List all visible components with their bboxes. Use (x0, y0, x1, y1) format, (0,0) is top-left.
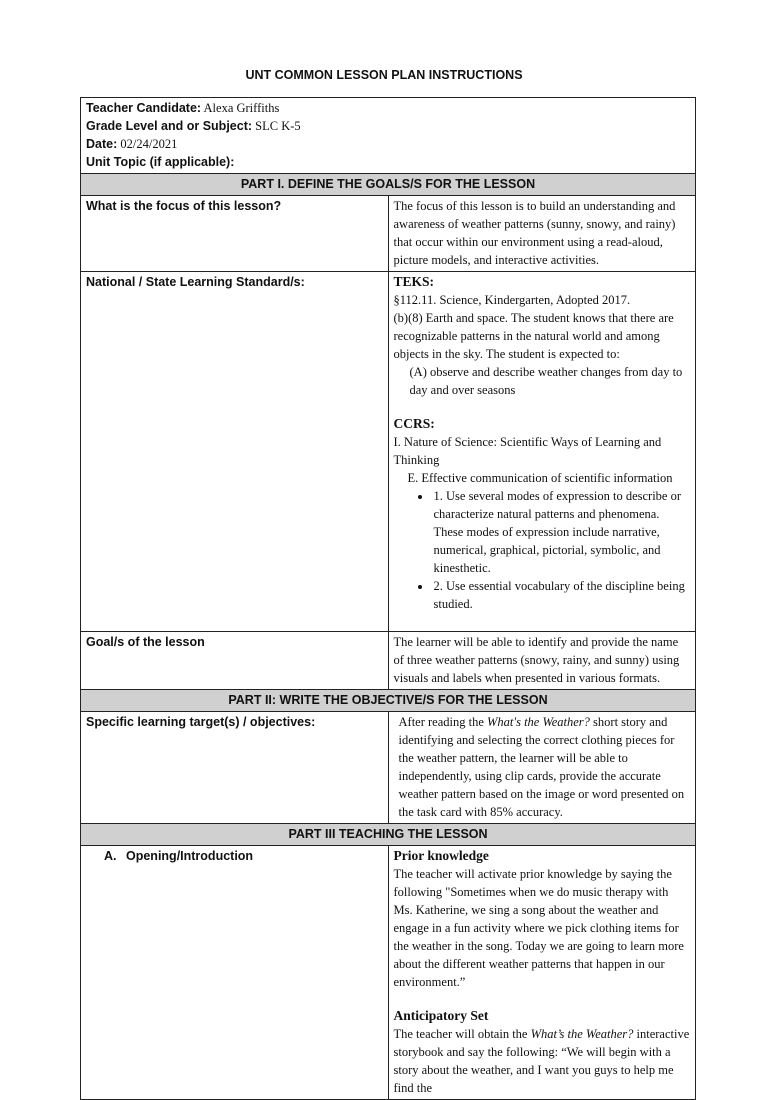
teks-line-3: (A) observe and describe weather changes from day to day and over seasons (409, 365, 683, 397)
opening-label-cell (81, 846, 389, 1100)
part3-heading-row (81, 824, 696, 846)
date-line (86, 135, 690, 153)
anticipatory-set-text (394, 1025, 691, 1097)
topic-label: Unit Topic (if applicable): (86, 155, 235, 169)
header-row (81, 98, 696, 174)
ccrs-bullet-2: • 2. Use essential vocabulary of the discipline being studied. (432, 577, 691, 613)
ccrs-heading: CCRS: (393, 416, 435, 431)
spacer (394, 399, 691, 415)
anticipatory-book-title: What’s the Weather? (530, 1027, 634, 1041)
grade-label: Grade Level and or Subject: (86, 119, 253, 133)
ccrs-line-2: E. Effective communication of scientific information (407, 471, 673, 485)
opening-label: Opening/Introduction (126, 849, 254, 863)
goals-text: The learner will be able to identify and provide the name of three weather patterns (snowy, rainy, and sunny) using visuals and labels when presented in various formats. (388, 632, 696, 690)
anticipatory-text-end: interactive storybook and say the following: “We will begin with a story about the weather, and I want you guys to help me find the (393, 1027, 690, 1095)
ccrs-bullet-list (394, 487, 691, 613)
anticipatory-set-heading: Anticipatory Set (393, 1008, 489, 1023)
grade-value: SLC K-5 (255, 119, 301, 133)
date-value: 02/24/2021 (120, 137, 178, 151)
part3-heading: PART III TEACHING THE LESSON (81, 824, 696, 846)
grade-line (86, 117, 690, 135)
standards-row (81, 272, 696, 632)
teacher-line (86, 99, 690, 117)
focus-text: The focus of this lesson is to build an understanding and awareness of weather patterns (sunny, snowy, and rainy) that occur within our environment using a read-aloud, picture models, and interactive activities. (388, 196, 696, 272)
standards-cell (388, 272, 696, 632)
targets-row (81, 712, 696, 824)
document-title: UNT COMMON LESSON PLAN INSTRUCTIONS (245, 68, 523, 82)
part1-heading-row (81, 174, 696, 196)
focus-label: What is the focus of this lesson? (81, 196, 389, 272)
part2-heading-row (81, 690, 696, 712)
teks-heading: TEKS: (393, 274, 435, 289)
teks-line-1: §112.11. Science, Kindergarten, Adopted 2017. (393, 293, 631, 307)
spacer (394, 991, 691, 1007)
topic-line (86, 153, 690, 171)
ccrs-bullet-1: • 1. Use several modes of expression to describe or characterize natural patterns and phenomena. These modes of expression include narrative, numerical, graphical, pictorial, symbolic, and kinesthetic. (432, 487, 691, 577)
part1-heading: PART I. DEFINE THE GOALS/S FOR THE LESSON (81, 174, 696, 196)
part2-heading: PART II: WRITE THE OBJECTIVE/S FOR THE LESSON (81, 690, 696, 712)
ccrs-line-1: I. Nature of Science: Scientific Ways of Learning and Thinking (393, 435, 662, 467)
date-label: Date: (86, 137, 118, 151)
teacher-value: Alexa Griffiths (203, 101, 280, 115)
targets-book-title: What's the Weather? (487, 715, 590, 729)
prior-knowledge-heading: Prior knowledge (393, 848, 489, 863)
focus-row (81, 196, 696, 272)
targets-label: Specific learning target(s) / objectives: (81, 712, 389, 824)
spacer (394, 613, 691, 629)
opening-row (81, 846, 696, 1100)
goals-label: Goal/s of the lesson (81, 632, 389, 690)
standards-label: National / State Learning Standard/s: (81, 272, 389, 632)
prior-knowledge-text: The teacher will activate prior knowledge by saying the following "Sometimes when we do music therapy with Ms. Katherine, we sing a song about the weather and engage in a fun activity where we pick clothing items for the weather in the song. Today we are going to learn more about the different weather patterns that happen in our environment.” (393, 867, 684, 989)
teks-line-2: (b)(8) Earth and space. The student knows that there are recognizable patterns in the natural world and among objects in the sky. The student is expected to: (393, 311, 674, 361)
header-cell (81, 98, 696, 174)
anticipatory-text-start: The teacher will obtain the (393, 1027, 531, 1041)
targets-cell (388, 712, 696, 824)
targets-text-start: After reading the (398, 715, 488, 729)
lesson-plan-table (80, 97, 696, 1100)
opening-marker: A. (104, 849, 117, 863)
opening-cell (388, 846, 696, 1100)
teacher-label: Teacher Candidate: (86, 101, 202, 115)
goals-row (81, 632, 696, 690)
targets-text-end: short story and identifying and selecting the correct clothing pieces for the weather pattern, the learner will be able to independently, using clip cards, provide the accurate weather pattern based on the image or word presented on the task card with 85% accuracy. (398, 715, 685, 819)
